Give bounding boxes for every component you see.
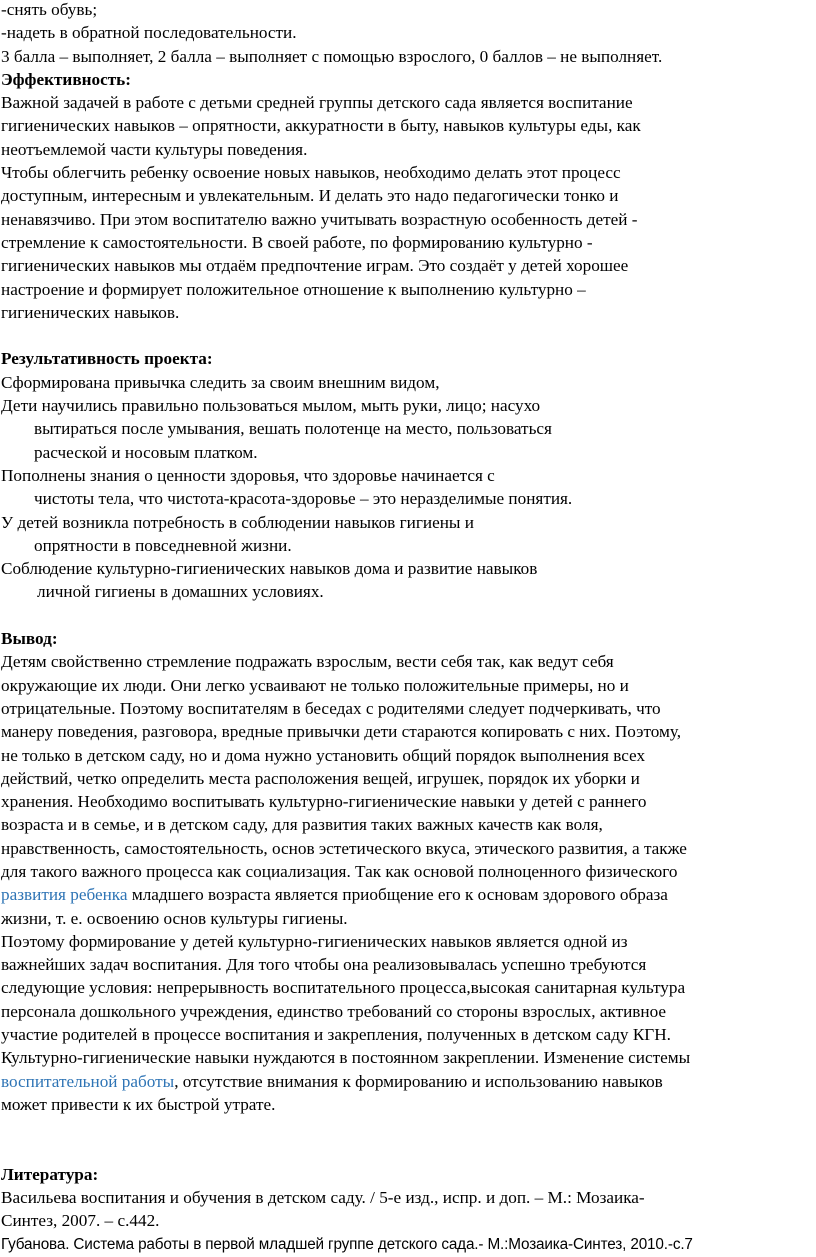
paragraph-line: неотъемлемой части культуры поведения.: [1, 139, 308, 159]
result-item-continued: чистоты тела, что чистота-красота-здоровье – это неразделимые понятия.: [34, 489, 573, 509]
paragraph-line: настроение и формирует положительное отношение к выполнению культурно –: [1, 279, 586, 299]
reference-line: Синтез, 2007. – с.442.: [1, 1211, 160, 1231]
paragraph-line: возраста и в семье, и в детском саду, для развития таких важных качеств как воля,: [1, 815, 603, 835]
educational-work-link[interactable]: воспитательной работы: [1, 1071, 175, 1091]
paragraph-line: Детям свойственно стремление подражать взрослым, вести себя так, как ведут себя: [1, 652, 614, 672]
child-development-link[interactable]: развития ребенка: [1, 885, 128, 905]
paragraph-line: отрицательные. Поэтому воспитателям в беседах с родителями следует подчеркивать, что: [1, 698, 661, 718]
spacer: [1, 324, 813, 347]
paragraph-line: действий, четко определить места расположения вещей, игрушек, порядок их уборки и: [1, 768, 640, 788]
paragraph-line: Поэтому формирование у детей культурно-гигиенических навыков является одной из: [1, 931, 628, 951]
result-item-continued: вытираться после умывания, вешать полотенце на место, пользоваться: [34, 419, 552, 439]
paragraph-line: гигиенических навыков – опрятности, аккуратности в быту, навыков культуры еды, как: [1, 116, 641, 136]
scoring-line: 3 балла – выполняет, 2 балла – выполняет с помощью взрослого, 0 баллов – не выполняет.: [1, 46, 663, 66]
step-line: -снять обувь;: [1, 0, 98, 19]
paragraph-line: для такого важного процесса как социализация. Так как основой полноценного физического: [1, 861, 678, 881]
paragraph-line: жизни, т. е. освоению основ культуры гигиены.: [1, 908, 348, 928]
result-item-continued: расческой и носовым платком.: [34, 442, 258, 462]
paragraph-line: Чтобы облегчить ребенку освоение новых навыков, необходимо делать этот процесс: [1, 163, 621, 183]
paragraph-line: нравственность, самостоятельность, основ эстетического вкуса, этического развития, а также: [1, 838, 687, 858]
step-line: -надеть в обратной последовательности.: [1, 23, 297, 43]
paragraph-line: стремление к самостоятельности. В своей работе, по формированию культурно -: [1, 232, 593, 252]
paragraph-line: не только в детском саду, но и дома нужно установить общий порядок выполнения всех: [1, 745, 646, 765]
paragraph-line: [1, 883, 813, 906]
paragraph-line: следующие условия: непрерывность воспитательного процесса,высокая санитарная культура: [1, 978, 686, 998]
spacer: [1, 1140, 813, 1163]
paragraph-line: Важной задачей в работе с детьми средней группы детского сада является воспитание: [1, 93, 633, 113]
result-item: Дети научились правильно пользоваться мылом, мыть руки, лицо; насухо: [1, 396, 541, 416]
paragraph-line: доступным, интересным и увлекательным. И делать это надо педагогически тонко и: [1, 186, 619, 206]
link-line-rest: младшего возраста является приобщение его к основам здорового образа: [127, 885, 668, 905]
reference-line: Васильева воспитания и обучения в детском саду. / 5-е изд., испр. и доп. – М.: Мозаика-: [1, 1188, 645, 1208]
result-item-continued: личной гигиены в домашних условиях.: [37, 582, 324, 602]
result-item: Пополнены знания о ценности здоровья, что здоровье начинается с: [1, 465, 495, 485]
results-heading: Результативность проекта:: [1, 349, 213, 369]
spacer: [1, 1116, 813, 1139]
paragraph-line: манеру поведения, разговора, вредные привычки дети стараются копировать с них. Поэтому,: [1, 722, 682, 742]
spacer: [1, 604, 813, 627]
paragraph-line: важнейших задач воспитания. Для того чтобы она реализовывалась успешно требуются: [1, 955, 647, 975]
document-page: [1, 0, 813, 1256]
paragraph-line: хранения. Необходимо воспитывать культурно-гигиенические навыки у детей с раннего: [1, 792, 647, 812]
link-line-rest: , отсутствие внимания к формированию и использованию навыков: [174, 1071, 663, 1091]
paragraph-line: может привести к их быстрой утрате.: [1, 1094, 276, 1114]
paragraph-line: Культурно-гигиенические навыки нуждаются в постоянном закреплении. Изменение системы: [1, 1048, 691, 1068]
reference-line: Губанова. Система работы в первой младшей группе детского сада.- М.:Мозаика-Синтез, 2010.-с.7: [1, 1235, 693, 1253]
paragraph-line: персонала дошкольного учреждения, единство требований со стороны взрослых, активное: [1, 1001, 667, 1021]
effectiveness-heading: Эффективность:: [1, 69, 131, 89]
paragraph-line: участие родителей в процессе воспитания и закрепления, полученных в детском саду КГН.: [1, 1025, 671, 1045]
result-item: У детей возникла потребность в соблюдении навыков гигиены и: [1, 512, 474, 532]
result-item: Сформирована привычка следить за своим внешним видом,: [1, 372, 440, 392]
literature-heading: Литература:: [1, 1164, 99, 1184]
result-item-continued: опрятности в повседневной жизни.: [34, 535, 292, 555]
paragraph-line: окружающие их люди. Они легко усваивают не только положительные примеры, но и: [1, 675, 629, 695]
paragraph-line: ненавязчиво. При этом воспитателю важно учитывать возрастную особенность детей -: [1, 209, 638, 229]
paragraph-line: [1, 1070, 813, 1093]
result-item: Соблюдение культурно-гигиенических навыков дома и развитие навыков: [1, 559, 538, 579]
paragraph-line: гигиенических навыков мы отдаём предпочтение играм. Это создаёт у детей хорошее: [1, 256, 629, 276]
paragraph-line: гигиенических навыков.: [1, 302, 180, 322]
conclusion-heading: Вывод:: [1, 629, 58, 649]
